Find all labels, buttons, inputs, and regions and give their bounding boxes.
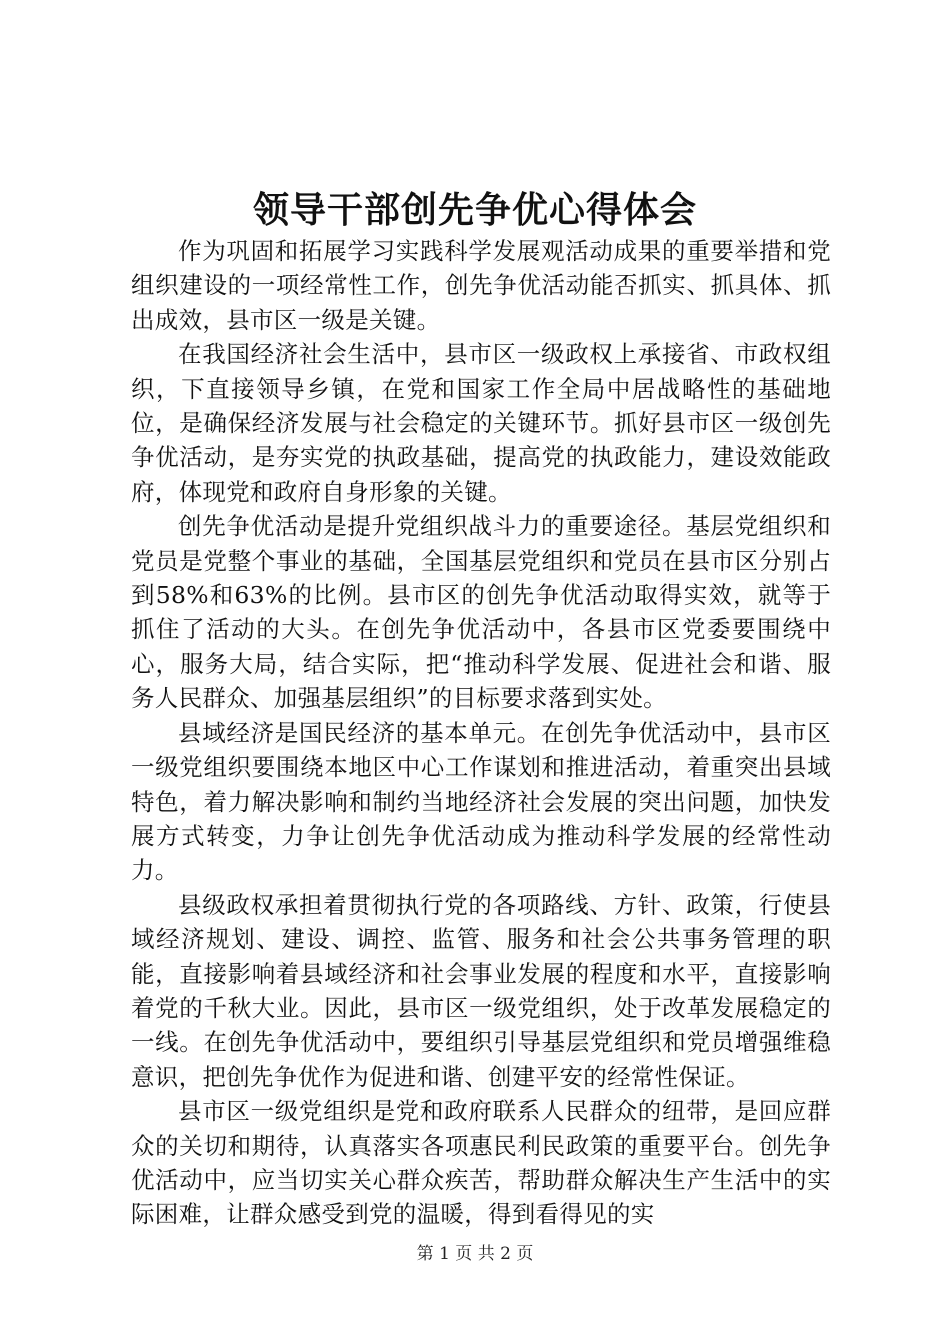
paragraph: 县域经济是国民经济的基本单元。在创先争优活动中，县市区一级党组织要围绕本地区中心工作谋划和推进活动，着重突出县域特色，着力解决影响和制约当地经济社会发展的突出问题，加快发展方式转变，力争让创先争优活动成为推动科学发展的经常性动力。 [131, 718, 831, 885]
paragraph: 作为巩固和拓展学习实践科学发展观活动成果的重要举措和党组织建设的一项经常性工作，创先争优活动能否抓实、抓具体、抓出成效，县市区一级是关键。 [131, 237, 831, 334]
paragraph: 在我国经济社会生活中，县市区一级政权上承接省、市政权组织，下直接领导乡镇，在党和国家工作全局中居战略性的基础地位，是确保经济发展与社会稳定的关键环节。抓好县市区一级创先争优活动，是夯实党的执政基础，提高党的执政能力，建设效能政府，体现党和政府自身形象的关键。 [131, 340, 831, 506]
document-title: 领导干部创先争优心得体会 [252, 189, 697, 231]
document-body [131, 234, 831, 1232]
paragraph: 县级政权承担着贯彻执行党的各项路线、方针、政策，行使县域经济规划、建设、调控、监管、服务和社会公共事务管理的职能，直接影响着县域经济和社会事业发展的程度和水平，直接影响着党的千秋大业。因此，县市区一级党组织，处于改革发展稳定的一线。在创先争优活动中，要组织引导基层党组织和党员增强维稳意识，把创先争优作为促进和谐、创建平安的经常性保证。 [131, 890, 831, 1091]
paragraph: 创先争优活动是提升党组织战斗力的重要途径。基层党组织和党员是党整个事业的基础，全国基层党组织和党员在县市区分别占到58%和63%的比例。县市区的创先争优活动取得实效，就等于抓住了活动的大头。在创先争优活动中，各县市区党委要围绕中心，服务大局，结合实际，把“推动科学发展、促进社会和谐、服务人民群众、加强基层组织”的目标要求落到实处。 [131, 512, 831, 713]
page-number-footer: 第 1 页 共 2 页 [416, 1244, 534, 1264]
paragraph: 县市区一级党组织是党和政府联系人民群众的纽带，是回应群众的关切和期待，认真落实各项惠民利民政策的重要平台。创先争优活动中，应当切实关心群众疾苦，帮助群众解决生产生活中的实际困难，让群众感受到党的温暖，得到看得见的实 [131, 1097, 831, 1229]
